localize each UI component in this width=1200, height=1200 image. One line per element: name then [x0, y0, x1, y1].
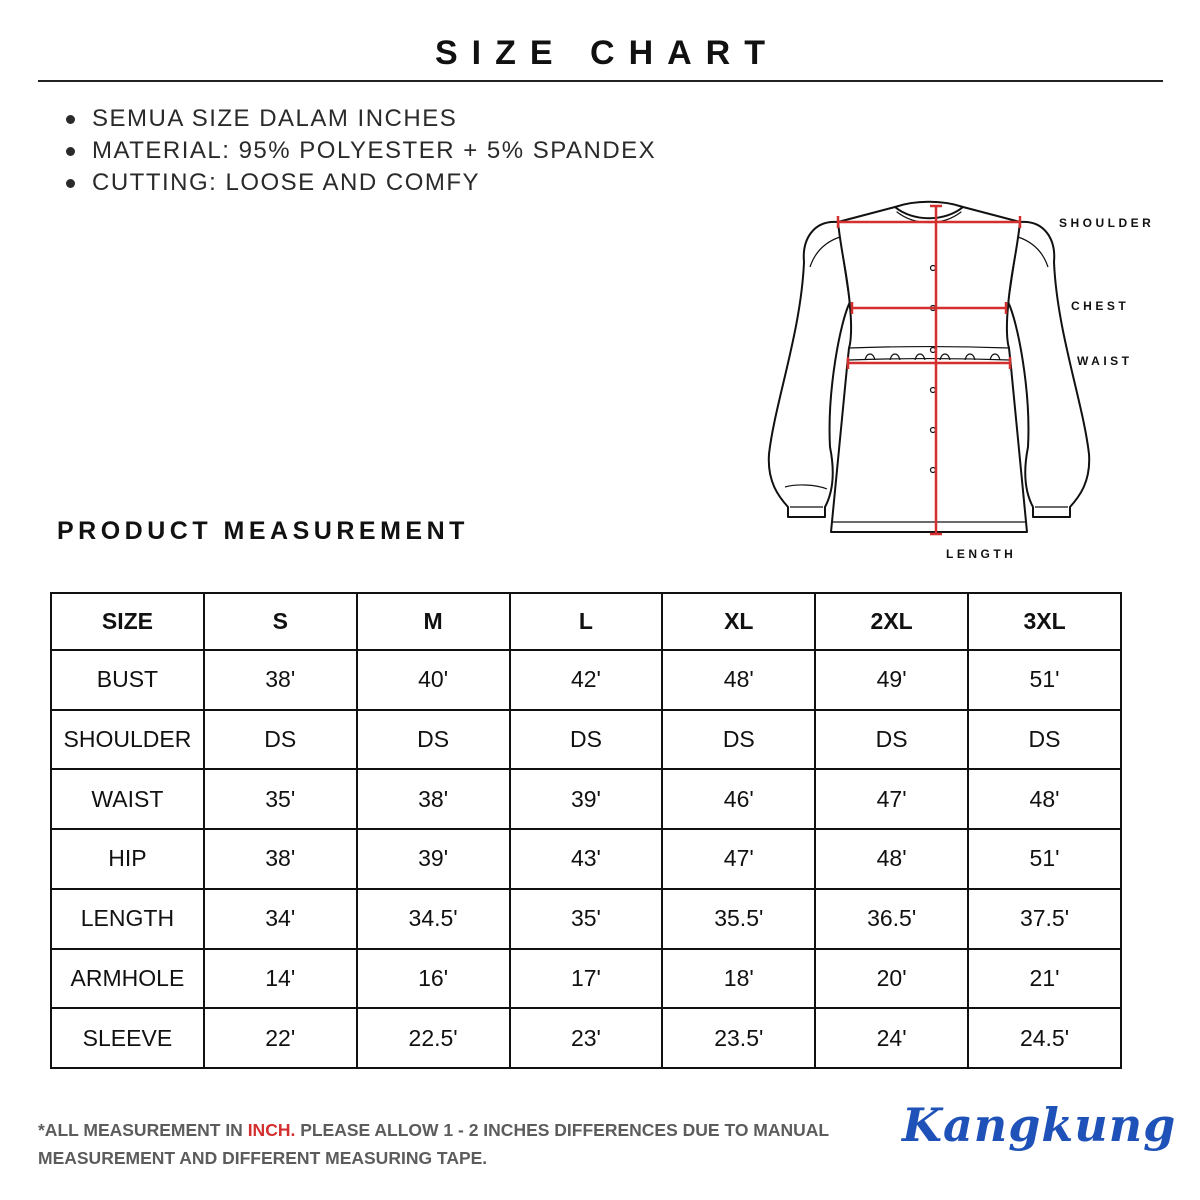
measurement-value-cell: 23' — [510, 1008, 663, 1068]
measurement-value-cell: DS — [510, 710, 663, 770]
measurement-value-cell: 38' — [357, 769, 510, 829]
brand-logo: Kangkung — [902, 1098, 1177, 1152]
measurement-value-cell: 22.5' — [357, 1008, 510, 1068]
table-row — [51, 1008, 1121, 1068]
measurement-value-cell: 38' — [204, 650, 357, 710]
note-text: CUTTING: LOOSE AND COMFY — [92, 169, 481, 196]
table-row — [51, 769, 1121, 829]
measurement-value-cell: 36.5' — [815, 889, 968, 949]
measurement-label-cell: LENGTH — [51, 889, 204, 949]
measurement-value-cell: 38' — [204, 829, 357, 889]
table-row — [51, 710, 1121, 770]
measurement-value-cell: 40' — [357, 650, 510, 710]
header-cell: L — [510, 593, 663, 650]
measurement-value-cell: DS — [204, 710, 357, 770]
measurement-value-cell: 37.5' — [968, 889, 1121, 949]
note-item — [66, 167, 656, 199]
measurement-value-cell: 51' — [968, 650, 1121, 710]
footnote-accent: INCH. — [247, 1120, 296, 1140]
note-item — [66, 135, 656, 167]
measurement-value-cell: 24' — [815, 1008, 968, 1068]
measurement-value-cell: 39' — [357, 829, 510, 889]
measurement-label-cell: SLEEVE — [51, 1008, 204, 1068]
measurement-label-cell: BUST — [51, 650, 204, 710]
measurement-value-cell: 48' — [968, 769, 1121, 829]
measurement-label-cell: ARMHOLE — [51, 949, 204, 1009]
measurement-value-cell: 18' — [662, 949, 815, 1009]
header-cell: S — [204, 593, 357, 650]
measurement-value-cell: 23.5' — [662, 1008, 815, 1068]
table-row — [51, 949, 1121, 1009]
footnote — [38, 1116, 868, 1172]
section-title: PRODUCT MEASUREMENT — [57, 517, 469, 545]
measurement-value-cell: 35' — [204, 769, 357, 829]
notes-list — [66, 103, 656, 199]
measurement-value-cell: 47' — [815, 769, 968, 829]
garment-diagram — [755, 192, 1175, 567]
length-label: LENGTH — [946, 547, 1017, 561]
measurement-value-cell: 24.5' — [968, 1008, 1121, 1068]
measurement-value-cell: 48' — [662, 650, 815, 710]
note-text: SEMUA SIZE DALAM INCHES — [92, 105, 458, 132]
footnote-text: *ALL MEASUREMENT IN — [38, 1120, 248, 1140]
table-header-row — [51, 593, 1121, 650]
waist-label: WAIST — [1077, 354, 1133, 368]
measurement-value-cell: DS — [968, 710, 1121, 770]
size-table — [50, 592, 1122, 1069]
header-cell: XL — [662, 593, 815, 650]
table-body — [51, 650, 1121, 1068]
header-cell: SIZE — [51, 593, 204, 650]
chest-label: CHEST — [1071, 299, 1130, 313]
measurement-value-cell: 48' — [815, 829, 968, 889]
footnote-text: PLEASE ALLOW 1 - 2 INCHES DIFFERENCES DUE TO MANUAL MEASUREMENT AND DIFFERENT MEASURING TAPE. — [38, 1120, 829, 1168]
measurement-value-cell: 49' — [815, 650, 968, 710]
measurement-value-cell: 34' — [204, 889, 357, 949]
note-item — [66, 103, 656, 135]
table-row — [51, 889, 1121, 949]
measurement-value-cell: 20' — [815, 949, 968, 1009]
measurement-value-cell: 35' — [510, 889, 663, 949]
title-divider — [38, 80, 1163, 82]
measurement-value-cell: 14' — [204, 949, 357, 1009]
measurement-value-cell: DS — [662, 710, 815, 770]
header-cell: M — [357, 593, 510, 650]
measurement-value-cell: 51' — [968, 829, 1121, 889]
measurement-value-cell: 43' — [510, 829, 663, 889]
header-cell: 3XL — [968, 593, 1121, 650]
measurement-value-cell: 46' — [662, 769, 815, 829]
bullet-icon — [66, 115, 75, 124]
table-row — [51, 829, 1121, 889]
bullet-icon — [66, 147, 75, 156]
measurement-value-cell: 42' — [510, 650, 663, 710]
measurement-value-cell: 21' — [968, 949, 1121, 1009]
measurement-value-cell: 16' — [357, 949, 510, 1009]
blouse-illustration — [755, 192, 1175, 567]
measurement-label-cell: SHOULDER — [51, 710, 204, 770]
measurement-value-cell: 39' — [510, 769, 663, 829]
measurement-value-cell: DS — [815, 710, 968, 770]
measurement-label-cell: HIP — [51, 829, 204, 889]
measurement-value-cell: 34.5' — [357, 889, 510, 949]
bullet-icon — [66, 179, 75, 188]
page-title: SIZE CHART — [435, 34, 779, 72]
header-cell: 2XL — [815, 593, 968, 650]
note-text: MATERIAL: 95% POLYESTER + 5% SPANDEX — [92, 137, 657, 164]
measurement-label-cell: WAIST — [51, 769, 204, 829]
measurement-value-cell: 17' — [510, 949, 663, 1009]
measurement-value-cell: 47' — [662, 829, 815, 889]
table-row — [51, 650, 1121, 710]
shoulder-label: SHOULDER — [1059, 216, 1155, 230]
measurement-value-cell: 22' — [204, 1008, 357, 1068]
measurement-value-cell: DS — [357, 710, 510, 770]
measurement-value-cell: 35.5' — [662, 889, 815, 949]
